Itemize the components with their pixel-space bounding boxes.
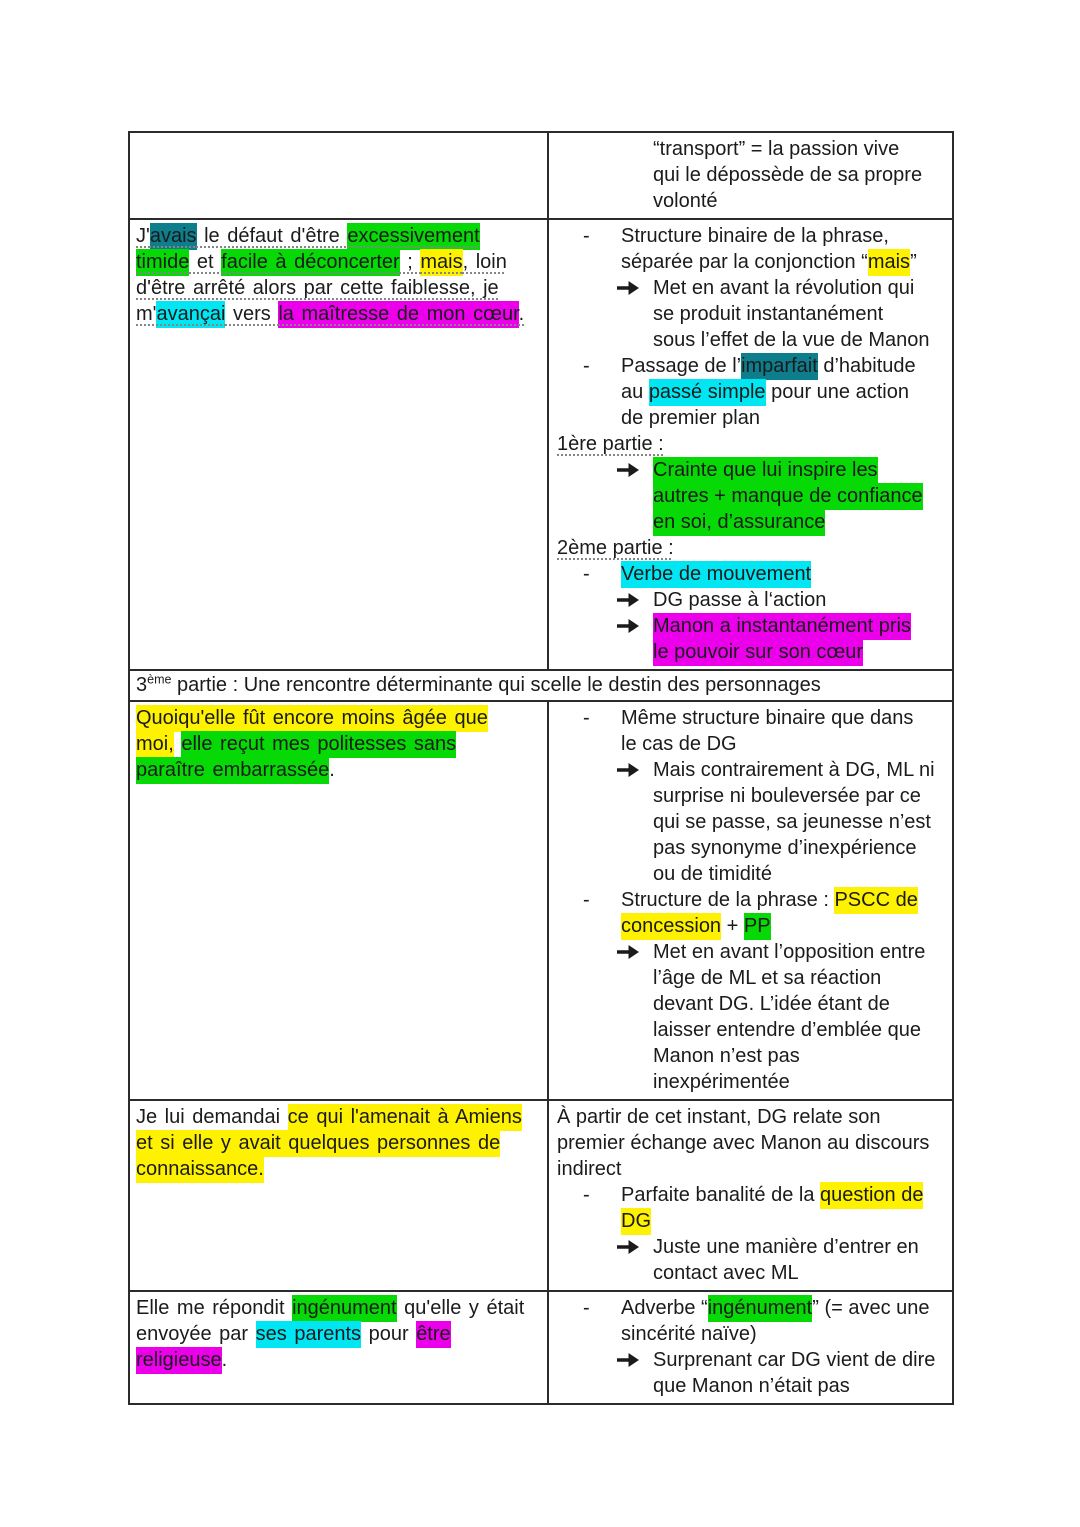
dash-bullet: - — [583, 355, 590, 377]
table-row — [130, 671, 952, 702]
arrow-icon — [617, 1347, 653, 1368]
section-header — [130, 671, 952, 700]
table-row — [130, 220, 952, 671]
analysis-item — [557, 1295, 946, 1347]
quote-cell — [130, 1292, 549, 1403]
arrow-icon — [617, 939, 653, 960]
item-text: Met en avant la révolution qui se produit instantanément sous l’effet de la vue de Manon — [653, 277, 930, 351]
analysis-item — [557, 887, 946, 939]
dash-bullet: - — [583, 563, 590, 585]
analysis-cell — [549, 702, 952, 1099]
analysis-item — [557, 757, 946, 887]
analysis-item — [557, 275, 946, 353]
analysis-cell — [549, 133, 952, 218]
item-text: Structure binaire de la phrase, séparée par la conjonction “mais” — [621, 223, 946, 275]
item-text: Manon a instantanément pris le pouvoir sur son cœur — [653, 613, 946, 665]
item-text: Crainte que lui inspire les autres + manque de confiance en soi, d’assurance — [653, 457, 946, 535]
analysis-table — [128, 131, 954, 1405]
item-text: Passage de l’imparfait d’habitude au passé simple pour une action de premier plan — [621, 355, 916, 429]
quote-cell — [130, 220, 549, 669]
dash-bullet: - — [583, 1184, 590, 1206]
item-text: Met en avant l’opposition entre l’âge de ML et sa réaction devant DG. L’idée étant de laisser entendre d’emblée que Manon n’est pas inexpérimentée — [653, 941, 926, 1093]
analysis-item — [557, 561, 946, 587]
item-text: Adverbe “ingénument” (= avec une sincérité naïve) — [621, 1297, 930, 1345]
item-text: Structure de la phrase : PSCC de concession + PP — [621, 887, 946, 939]
table-row — [130, 133, 952, 220]
quote-text: Je lui demandai ce qui l'amenait à Amiens et si elle y avait quelques personnes de connaissance. — [136, 1104, 541, 1182]
arrow-icon — [617, 457, 653, 478]
quote-text: Elle me répondit ingénument qu'elle y était envoyée par ses parents pour être religieuse. — [136, 1295, 541, 1373]
analysis-cell — [549, 1292, 952, 1403]
analysis-item — [557, 136, 946, 214]
quote-text: Quoiqu'elle fût encore moins âgée que moi, elle reçut mes politesses sans paraître embarrassée. — [136, 705, 541, 783]
analysis-item — [557, 939, 946, 1095]
analysis-cell — [549, 1101, 952, 1290]
table-row — [130, 702, 952, 1101]
table-row — [130, 1292, 952, 1403]
item-text: Mais contrairement à DG, ML ni surprise ni bouleversée par ce qui se passe, sa jeunesse n’est pas synonyme d’inexpérience ou de timidité — [653, 759, 935, 885]
item-text: Surprenant car DG vient de dire que Manon n’était pas — [653, 1349, 936, 1397]
analysis-item — [557, 705, 946, 757]
dash-bullet: - — [583, 707, 590, 729]
item-text: Juste une manière d’entrer en contact avec ML — [653, 1236, 919, 1284]
arrow-icon — [617, 613, 653, 634]
dash-bullet: - — [583, 225, 590, 247]
item-text: Verbe de mouvement — [621, 561, 946, 587]
section-label: 2ème partie : — [557, 537, 674, 559]
item-text: Même structure binaire que dans le cas de DG — [621, 707, 914, 755]
analysis-item — [557, 1182, 946, 1234]
analysis-item — [557, 353, 946, 431]
arrow-icon — [617, 587, 653, 608]
analysis-item — [557, 535, 946, 561]
section-label: 1ère partie : — [557, 433, 664, 455]
dash-bullet: - — [583, 1297, 590, 1319]
analysis-item — [557, 587, 946, 613]
analysis-item — [557, 457, 946, 535]
analysis-item — [557, 431, 946, 457]
arrow-icon — [617, 275, 653, 296]
analysis-item — [557, 1234, 946, 1286]
item-text: “transport” = la passion vive qui le dépossède de sa propre volonté — [653, 138, 923, 212]
quote-text: J'avais le défaut d'être excessivement timide et facile à déconcerter ; mais, loin d'être arrêté alors par cette faiblesse, je m'avançai vers la maîtresse de mon cœur. — [136, 223, 541, 327]
quote-cell — [130, 133, 549, 218]
analysis-cell — [549, 220, 952, 669]
arrow-icon — [617, 1234, 653, 1255]
table-row — [130, 1101, 952, 1292]
item-text: À partir de cet instant, DG relate son premier échange avec Manon au discours indirect — [557, 1106, 930, 1180]
dash-bullet: - — [583, 889, 590, 911]
item-text: Parfaite banalité de la question de DG — [621, 1182, 946, 1234]
section-header-text: 3ème partie : Une rencontre déterminante qui scelle le destin des personnages — [136, 672, 821, 696]
quote-cell — [130, 1101, 549, 1290]
analysis-item — [557, 1347, 946, 1399]
item-text: DG passe à l‘action — [653, 589, 827, 611]
quote-cell — [130, 702, 549, 1099]
analysis-item — [557, 1104, 946, 1182]
analysis-item — [557, 223, 946, 275]
analysis-item — [557, 613, 946, 665]
arrow-icon — [617, 757, 653, 778]
